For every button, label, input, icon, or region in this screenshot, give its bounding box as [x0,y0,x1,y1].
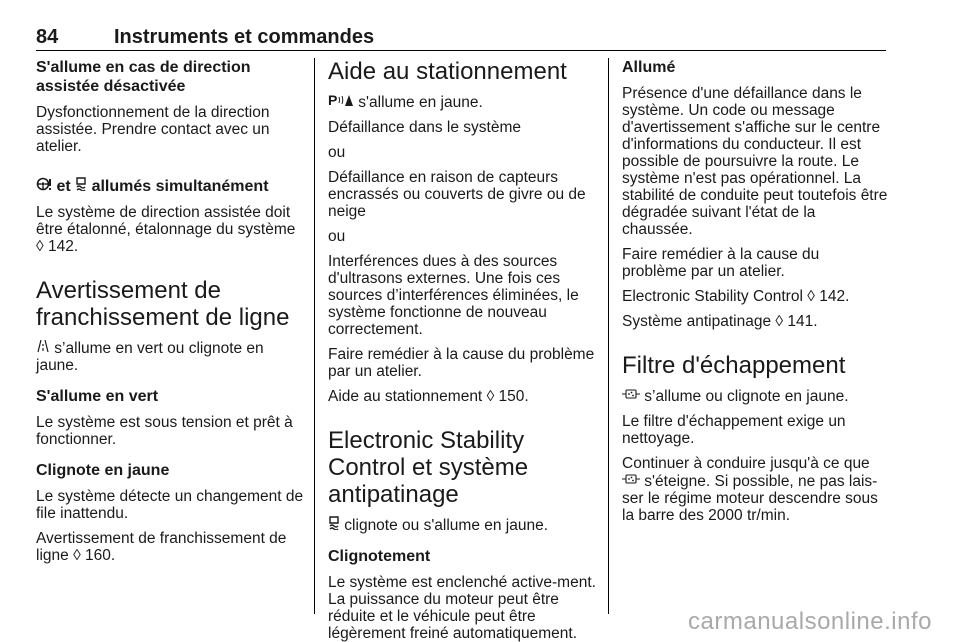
text-stationnement-allume [328,93,596,111]
watermark: carmanualsonline.info [688,608,932,635]
text-presence: Présence d'une défaillance dans le système. Un code ou message d'avertissement s'affiche sur le centre d'informations du conducteur. Il est possible de poursuivre la route. Le système n'est pas opérationnel. La stabilité de conduite peut toutefois être dégradée suivant l'état de la chaussée. [622,85,888,238]
text-defaillance: Défaillance dans le système [328,119,521,136]
column-1 [36,58,304,564]
text-continuer-b: s'éteigne. Si possible, ne pas lais-ser le régime moteur descendre sous la barre des 2000 tr/min. [622,473,878,524]
exhaust-filter-icon [622,472,640,490]
text-remedier: Faire remédier à la cause du problème par un atelier. [328,346,595,380]
column-divider-2 [608,58,609,614]
text-jaune: Le système détecte un changement de file inattendu. [36,488,304,522]
text-etalonnage [36,204,304,255]
page-header [36,28,886,51]
text-avertissement-body: Avertissement de franchissement de ligne [36,530,287,564]
steering-warning-icon [36,177,52,195]
heading-allume: Allumé [622,59,676,76]
text-vert: Le système est sous tension et prêt à fonctionner. [36,414,293,448]
heading-esc-antipatinage: Electronic Stability Control et système antipatinage [328,427,529,508]
parking-assist-icon [328,93,354,111]
text-interferences: Interférences dues à des sources d'ultrasons externes. Une fois ces sources d’interférences éliminées, le système fonctionne de nouveau correctement. [328,253,579,338]
heading-jaune: Clignote en jaune [36,462,170,479]
reference-arrow-icon: ◊ [73,547,81,564]
reference-arrow-icon: ◊ [807,288,815,305]
text-continuer [622,455,888,524]
heading-filtre-echappement: Filtre d'échappement [622,352,846,379]
column-divider-1 [314,58,315,614]
ref-page-142[interactable]: 142. [819,288,850,305]
ref-page-142[interactable]: 142. [47,238,79,255]
text-avertissement-ref [36,530,304,564]
heading-sep: et [52,178,76,195]
text-esc-body: clignote ou s'allume en jaune. [340,517,549,534]
heading-vert: S'allume en vert [36,388,159,405]
text-ligne-body: s’allume en vert ou clignote en jaune. [36,340,264,374]
text-esc-ref [622,288,888,305]
text-stationnement-body: s'allume en jaune. [354,94,483,111]
esc-icon [328,516,340,534]
text-direction-assistee: Dysfonctionnement de la direction assistée. Prendre contact avec un atelier. [36,104,270,155]
text-ou-2: ou [328,228,346,245]
reference-arrow-icon: ◊ [775,313,784,330]
text-remedier-3: Faire remédier à la cause du problème par un atelier. [622,246,820,280]
text-esc-clignote [328,516,596,534]
ref-page-141[interactable]: 141. [787,313,818,330]
text-nettoyage: Le filtre d'échappement exige un nettoyage. [622,413,846,447]
ref-page-160[interactable]: 160. [85,547,116,564]
heading-direction-assistee: S'allume en cas de direction assistée désactivée [36,59,251,95]
text-continuer-a: Continuer à conduire jusqu'à ce que [622,455,870,472]
text-filtre-allume [622,387,888,405]
text-antipatinage-ref [622,313,888,330]
text-etalonnage-body: Le système de direction assistée doit être étalonné, étalonnage du système [36,204,296,238]
lane-departure-icon [36,339,50,357]
heading-allumes-simultanement [36,177,304,196]
page-number: 84 [36,26,59,48]
text-ligne-allume [36,339,304,374]
heading-franchissement-ligne: Avertissement de franchissement de ligne [36,277,290,331]
svg-text:P: P [328,93,338,107]
heading-tail: allumés simultanément [87,178,269,195]
column-3 [622,58,888,524]
ref-page-150[interactable]: 150. [498,388,529,405]
reference-arrow-icon: ◊ [36,238,44,255]
text-capteurs: Défaillance en raison de capteurs encrassés ou couverts de givre ou de neige [328,169,586,220]
text-clignotement: Le système est enclenché active-ment. La puissance du moteur peut être réduite et le véhicule peut être légèrement freiné automatiquement. [328,574,596,642]
chapter-title: Instruments et commandes [114,26,375,48]
heading-aide-stationnement: Aide au stationnement [328,58,567,85]
column-2 [328,58,596,642]
reference-arrow-icon: ◊ [486,388,495,405]
heading-clignotement: Clignotement [328,548,431,565]
text-esc-ref-body: Electronic Stability Control [622,288,808,305]
text-filtre-body: s’allume ou clignote en jaune. [640,388,849,405]
text-antipatinage-body: Système antipatinage [622,313,776,330]
text-aide-body: Aide au stationnement [328,388,487,405]
text-ou-1: ou [328,144,346,161]
text-aide-ref [328,388,596,405]
exhaust-filter-icon [622,387,640,405]
esc-icon [75,177,87,195]
